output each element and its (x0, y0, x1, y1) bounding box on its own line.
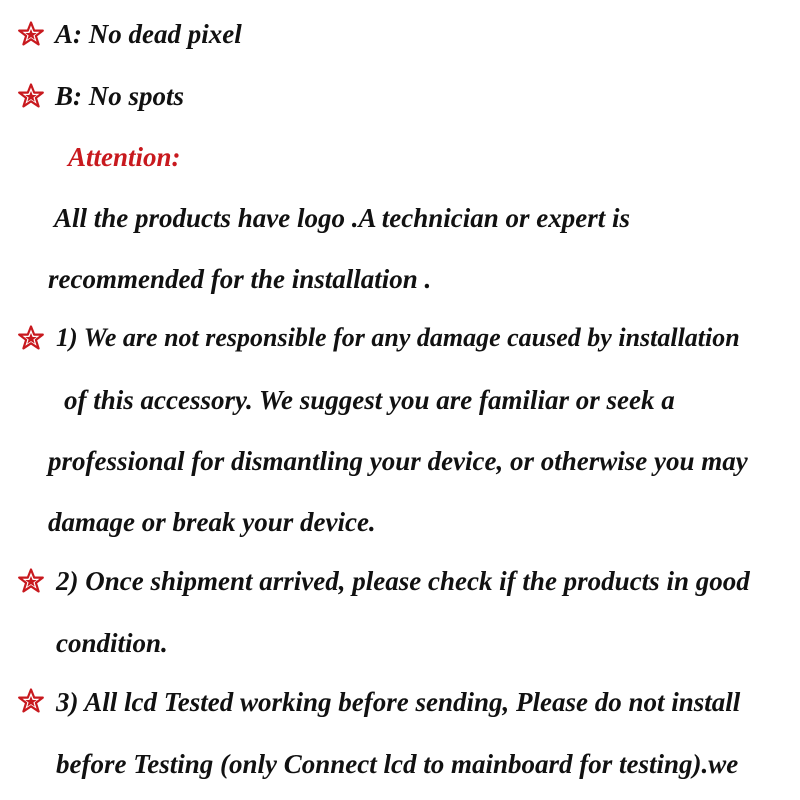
red-star-icon (18, 83, 44, 109)
intro-line-2: recommended for the installation . (48, 264, 432, 294)
intro-line-1: All the products have logo .A technician or expert is (54, 203, 631, 233)
spec-no-dead-pixel: A: No dead pixel (55, 19, 242, 49)
note-1-line-1: 1) We are not responsible for any damage caused by installation (56, 323, 740, 352)
spec-no-spots: B: No spots (55, 81, 185, 111)
note-3-line-1: 3) All lcd Tested working before sending, Please do not install (56, 687, 741, 717)
note-3-line-2: before Testing (only Connect lcd to mainboard for testing).we (56, 749, 739, 779)
red-star-icon (18, 568, 44, 594)
red-star-icon (18, 325, 44, 351)
red-star-icon (18, 688, 44, 714)
red-star-icon (18, 21, 44, 47)
note-2-line-2: condition. (56, 628, 168, 658)
note-2-line-1: 2) Once shipment arrived, please check if the products in good (56, 566, 750, 596)
attention-heading: Attention: (68, 142, 181, 172)
note-1-line-4: damage or break your device. (48, 507, 376, 537)
note-1-line-3: professional for dismantling your device, or otherwise you may (48, 446, 748, 476)
note-1-line-2: of this accessory. We suggest you are familiar or seek a (64, 385, 675, 415)
